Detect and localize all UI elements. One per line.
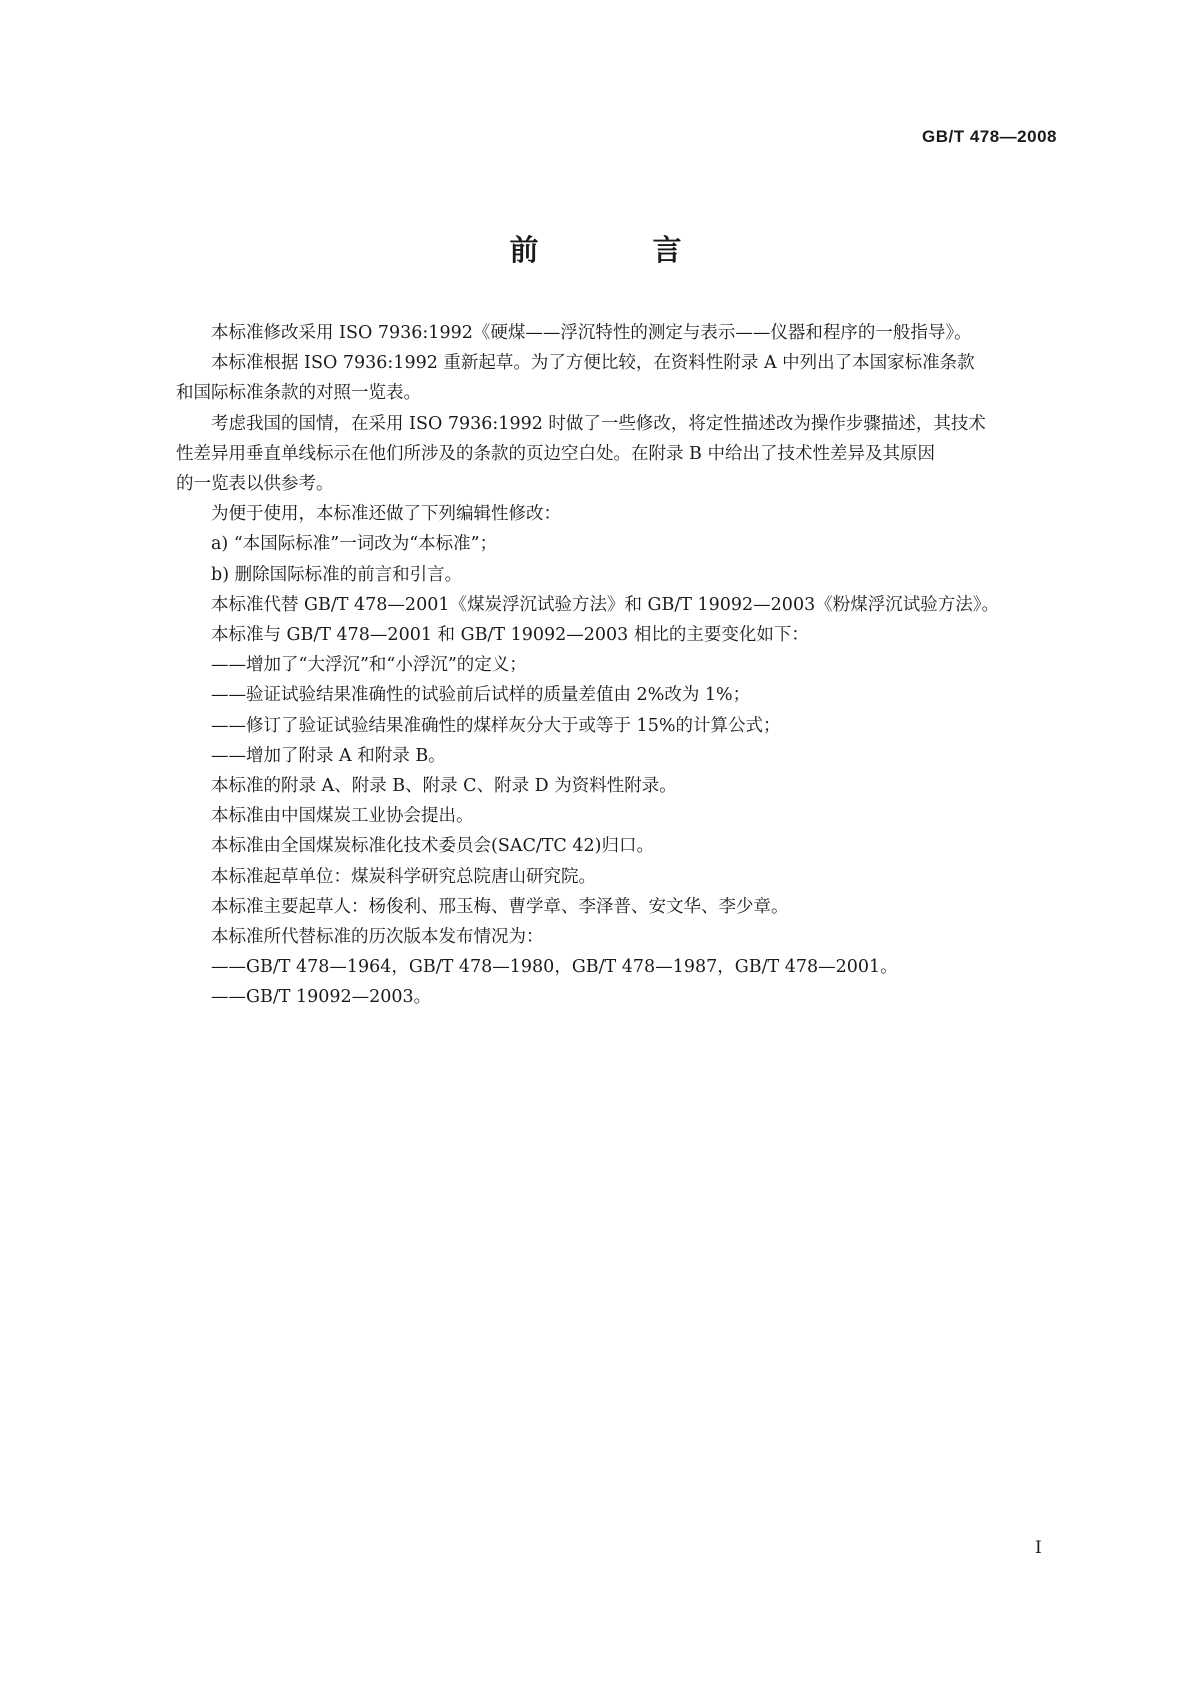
paragraph: 和国际标准条款的对照一览表。	[176, 383, 421, 404]
list-item: ——增加了“大浮沉”和“小浮沉”的定义；	[211, 655, 527, 676]
list-item: b) 删除国际标准的前言和引言。	[211, 564, 463, 585]
paragraph: 本标准起草单位：煤炭科学研究总院唐山研究院。	[211, 866, 596, 887]
list-item: ——修订了验证试验结果准确性的煤样灰分大于或等于 15%的计算公式；	[211, 715, 781, 736]
paragraph: 本标准的附录 A、附录 B、附录 C、附录 D 为资料性附录。	[211, 776, 677, 797]
paragraph: 为便于使用，本标准还做了下列编辑性修改：	[211, 504, 561, 525]
list-item: ——验证试验结果准确性的试验前后试样的质量差值由 2%改为 1%；	[211, 685, 751, 706]
page-title: 前 言	[509, 233, 734, 267]
paragraph: 本标准代替 GB/T 478—2001《煤炭浮沉试验方法》和 GB/T 19092—2003《粉煤浮沉试验方法》。	[211, 594, 999, 615]
list-item: a) “本国际标准”一词改为“本标准”；	[211, 534, 498, 555]
paragraph: 本标准由全国煤炭标准化技术委员会(SAC/TC 42)归口。	[211, 836, 654, 857]
paragraph: 本标准由中国煤炭工业协会提出。	[211, 806, 474, 827]
paragraph: 性差异用垂直单线标示在他们所涉及的条款的页边空白处。在附录 B 中给出了技术性差异及其原因	[176, 443, 935, 464]
foreword-body	[176, 318, 1058, 1013]
paragraph: 本标准与 GB/T 478—2001 和 GB/T 19092—2003 相比的主要变化如下：	[211, 625, 809, 646]
list-item: ——GB/T 19092—2003。	[211, 987, 432, 1008]
paragraph: 本标准所代替标准的历次版本发布情况为：	[211, 927, 544, 948]
paragraph: 本标准根据 ISO 7936:1992 重新起草。为了方便比较，在资料性附录 A 中列出了本国家标准条款	[211, 353, 975, 374]
list-item: ——增加了附录 A 和附录 B。	[211, 745, 446, 766]
paragraph: 本标准修改采用 ISO 7936:1992《硬煤——浮沉特性的测定与表示——仪器和程序的一般指导》。	[211, 323, 972, 343]
paragraph: 本标准主要起草人：杨俊利、邢玉梅、曹学章、李泽普、安文华、李少章。	[211, 896, 789, 917]
list-item: ——GB/T 478—1964，GB/T 478—1980，GB/T 478—1987，GB/T 478—2001。	[211, 957, 898, 978]
paragraph: 考虑我国的国情，在采用 ISO 7936:1992 时做了一些修改，将定性描述改为操作步骤描述，其技术	[211, 413, 986, 434]
page-number: I	[1035, 1538, 1042, 1558]
paragraph: 的一览表以供参考。	[176, 474, 334, 495]
standard-code: GB/T 478—2008	[921, 127, 1057, 146]
